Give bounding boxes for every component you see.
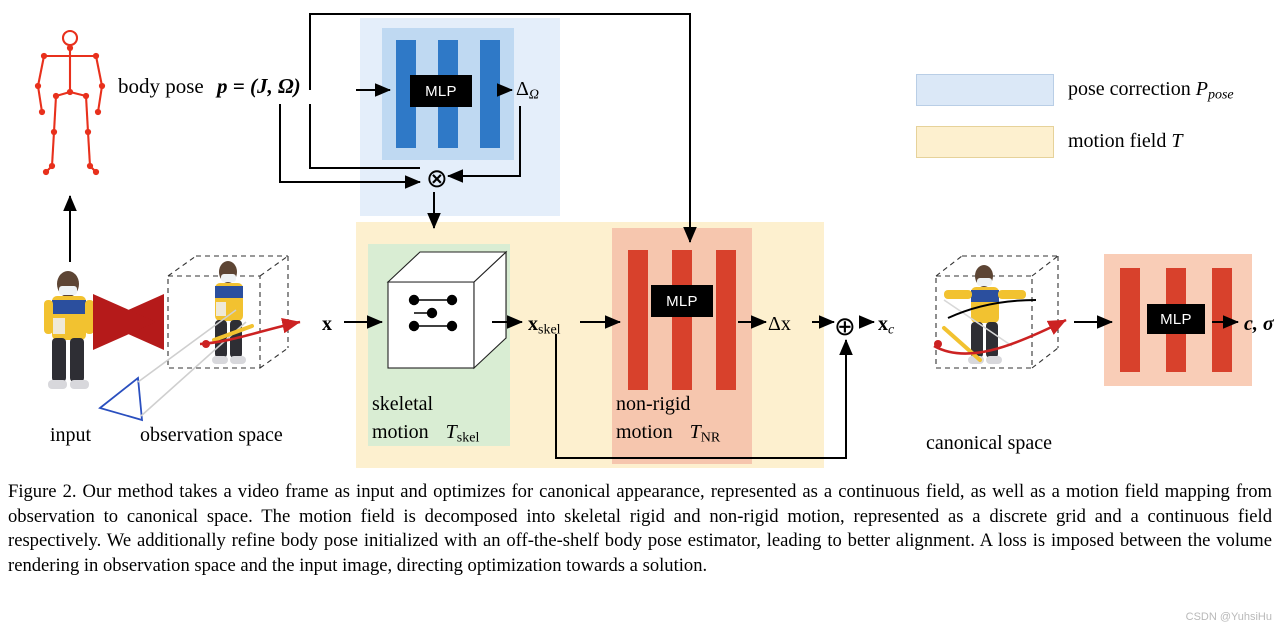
pose-skeleton-joints: [35, 45, 105, 175]
body-pose-label: [118, 74, 301, 99]
canonical-space-cube: [936, 256, 1058, 368]
observation-ray: [200, 322, 300, 348]
nonrigid-motion-line2: [616, 420, 720, 447]
legend-swatch-pose-correction: [916, 74, 1054, 106]
delta-omega-label: [516, 78, 539, 104]
canonical-mlp-label: MLP: [1160, 310, 1192, 328]
x-skel-symbol: x: [528, 313, 538, 335]
pose-mlp-box: [410, 75, 472, 107]
nonrigid-motion-symbol: T: [689, 421, 701, 443]
observation-person-image: [212, 261, 246, 364]
output-label: [1244, 313, 1274, 336]
delta-x-symbol: Δx: [768, 313, 791, 335]
skeletal-motion-line2: [372, 420, 479, 447]
nonrigid-motion-line1: non-rigid: [616, 393, 691, 415]
skeletal-motion-line1: skeletal: [372, 393, 434, 415]
legend-text-pose-correction: pose correction: [1068, 78, 1191, 100]
legend-text-motion-field: motion field: [1068, 130, 1167, 152]
nonrigid-motion-line2-text: motion: [616, 421, 673, 443]
body-pose-text: body pose: [118, 74, 204, 98]
pose-skeleton-icon: [38, 31, 102, 172]
nonrigid-mlp-bars: [628, 250, 736, 390]
output-symbol: c, σ: [1244, 313, 1274, 335]
x-canonical-sub: c: [888, 322, 895, 338]
input-person-image: [44, 271, 94, 389]
observation-space-label: observation space: [140, 424, 283, 446]
figure-caption: Figure 2. Our method takes a video frame as input and optimizes for canonical appearance, represented as a continuous field, as well as a motion field mapping from observation to canonical space. The motion field is decomposed into skeletal rigid and non-rigid motion, represented as a discrete grid and a continuous field respectively. We additionally refine body pose initialized with an off-the-shelf body pose estimator, leading to better alignment. A loss is imposed between the volume rendering in observation space and the input image, directing optimization towards a solution.: [8, 481, 1272, 577]
legend-symbol-motion-field: T: [1171, 130, 1183, 152]
watermark: CSDN @YuhsiHu: [1185, 611, 1272, 623]
nonrigid-mlp-label: MLP: [666, 292, 698, 310]
delta-omega-sub: Ω: [528, 87, 539, 103]
add-operator: ⊕: [834, 312, 856, 341]
delta-omega-symbol: Δ: [516, 78, 529, 100]
x-canonical-symbol: x: [878, 313, 888, 335]
x-canonical-label: [878, 313, 894, 339]
legend-swatch-motion-field: [916, 126, 1054, 158]
legend-symbol-pose-correction: P: [1195, 78, 1208, 100]
nonrigid-mlp-box: [651, 285, 713, 317]
canonical-ray: [934, 300, 1066, 360]
x-skel-sub: skel: [538, 322, 561, 338]
canonical-mlp-box: [1147, 304, 1205, 334]
skeletal-motion-symbol: T: [445, 421, 457, 443]
canonical-space-label: canonical space: [926, 432, 1053, 454]
input-label: input: [50, 424, 92, 446]
camera-frustum-icon: [100, 310, 246, 420]
body-pose-math: p = (J, Ω): [217, 74, 301, 98]
legend-label-pose-correction: [1068, 78, 1234, 104]
x-observation-label: x: [322, 313, 332, 335]
pose-mlp-label: MLP: [425, 82, 457, 100]
canonical-person-image: [944, 265, 1026, 364]
observation-space-cube: [168, 256, 288, 368]
legend-label-motion-field: [1068, 130, 1182, 153]
skeletal-motion-symbol-sub: skel: [456, 430, 480, 446]
multiply-operator: ⊗: [426, 164, 448, 193]
legend-symbol-sub-pose-correction: pose: [1207, 87, 1234, 103]
nonrigid-motion-symbol-sub: NR: [700, 430, 721, 446]
skeletal-motion-line2-text: motion: [372, 421, 429, 443]
x-skel-label: [528, 313, 561, 339]
delta-x-label: [768, 313, 791, 336]
